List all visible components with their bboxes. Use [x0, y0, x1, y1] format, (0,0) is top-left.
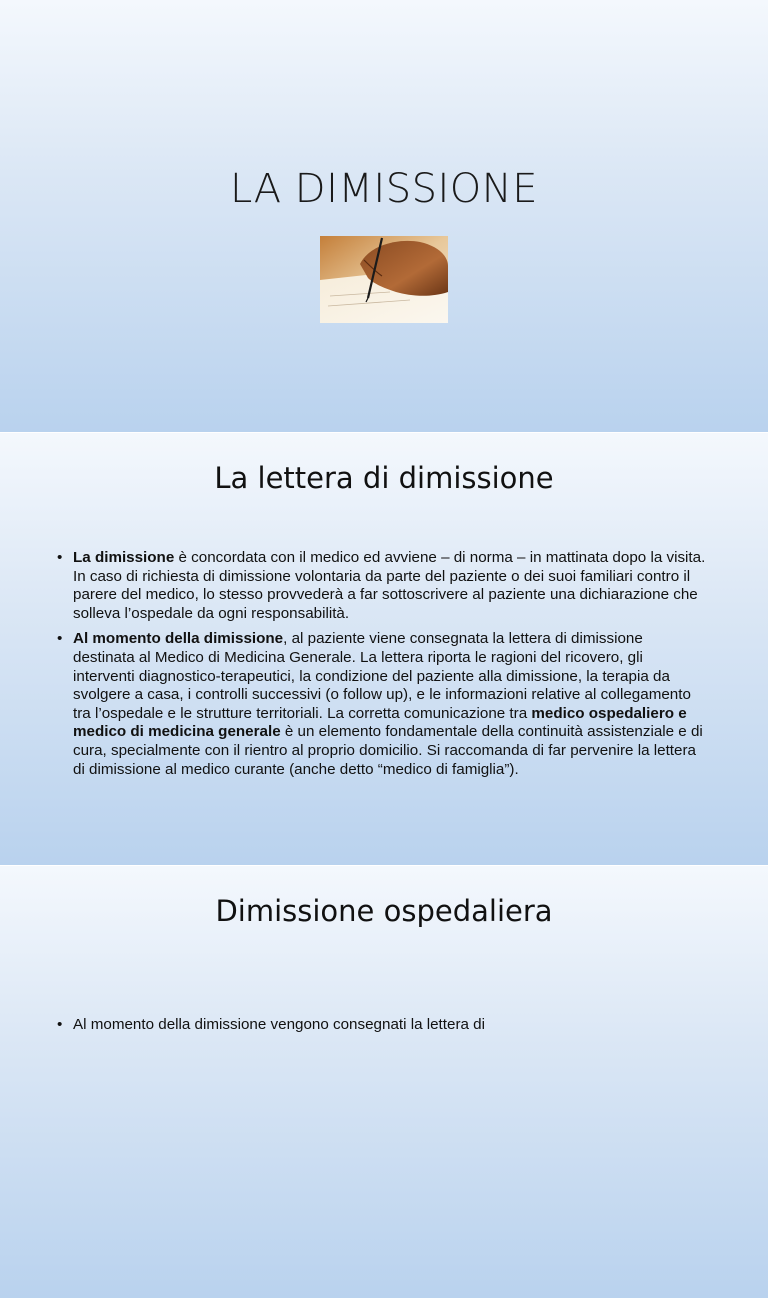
slide-title [0, 0, 768, 432]
bullet-text: Al momento della dimissione vengono consegnati la lettera di [73, 1016, 485, 1033]
bullet-text: , al paziente viene consegnata la lettera di dimissione destinata al Medico di Medicina Generale. La lettera riporta le ragioni del ricovero, gli interventi diagnostico-terapeutici, la condizione del paziente alla dimissione, la terapia da svolgere a casa, i controlli successivi (o follow up), e le informazioni relative al collegamento tra l’ospedale e le strutture territoriali. La corretta comunicazione tra [73, 630, 691, 722]
bullet-bold-text: medico ospedaliero e medico di medicina generale [73, 704, 687, 741]
bullet-bold-text: Al momento della dimissione [73, 630, 284, 648]
bullet-bold-text: La dimissione [73, 549, 175, 566]
bullet-item [57, 549, 707, 623]
bullet-dot: • [57, 1016, 63, 1033]
bullet-list [57, 1016, 707, 1042]
slide-hospital-discharge [0, 866, 768, 1298]
bullet-dot: • [57, 549, 63, 566]
hand-writing-image [320, 236, 448, 323]
bullet-item [57, 1016, 707, 1035]
slide-title-text: LA DIMISSIONE [230, 166, 538, 212]
bullet-item [57, 630, 707, 779]
bullet-dot: • [57, 630, 63, 648]
bullet-text: è concordata con il medico ed avviene – di norma – in mattinata dopo la visita. In caso di richiesta di dimissione volontaria da parte del paziente o dei suoi familiari contro il parere del medico, lo stesso provvederà a far sottoscrivere al paziente una dichiarazione che solleva l’ospedale da ogni responsabilità. [73, 549, 706, 622]
slide-heading: La lettera di dimissione [214, 461, 554, 495]
slide-discharge-letter [0, 433, 768, 865]
bullet-text: è un elemento fondamentale della continuità assistenziale e di cura, specialmente con il rientro al proprio domicilio. Si raccomanda di far pervenire la lettera di dimissione al medico curante (anche detto “medico di famiglia”). [73, 723, 703, 778]
slide-heading: Dimissione ospedaliera [215, 894, 553, 928]
bullet-list [57, 549, 707, 786]
